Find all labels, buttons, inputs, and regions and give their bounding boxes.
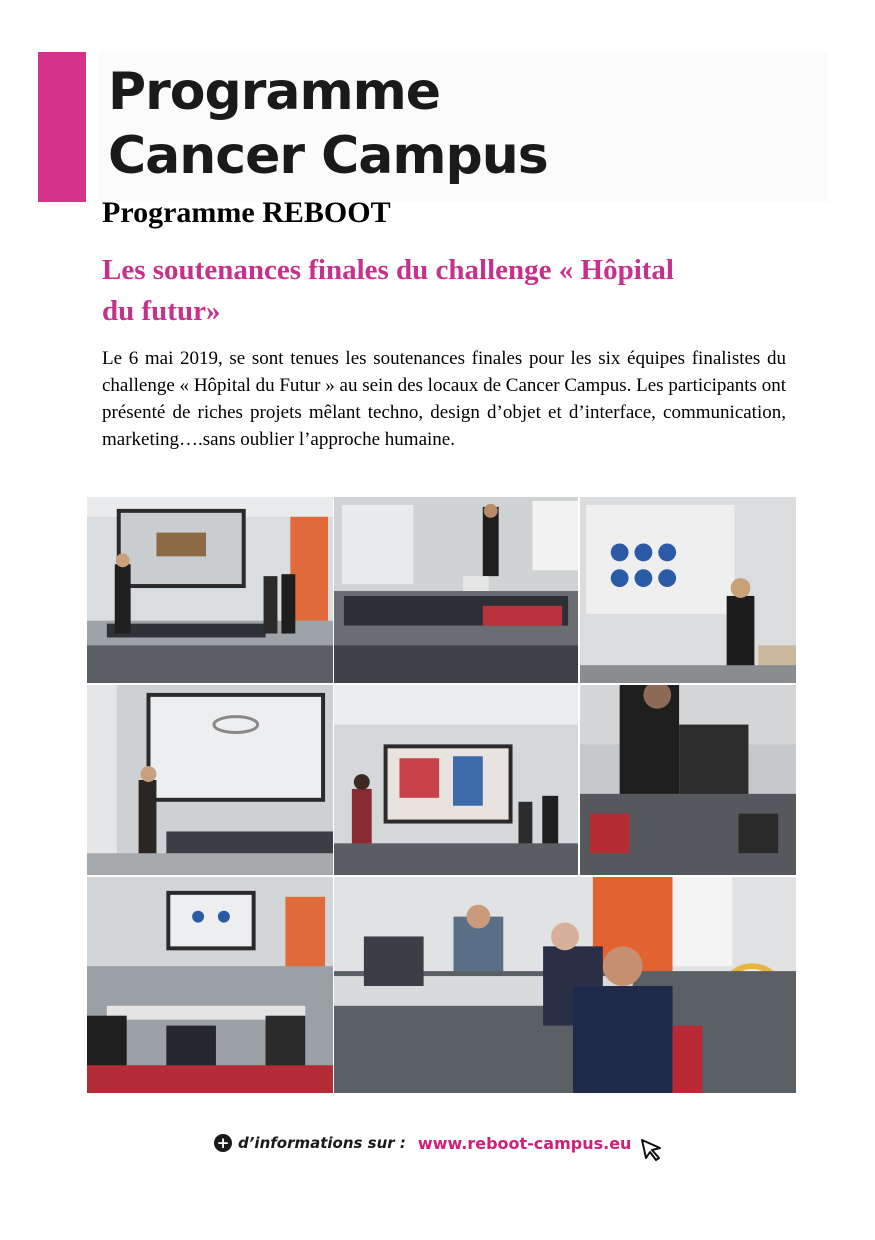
- photo-presentation-6: [579, 684, 797, 876]
- banner-title: [108, 60, 548, 188]
- website-link[interactable]: www.reboot-campus.eu: [417, 1133, 632, 1153]
- article-body: Le 6 mai 2019, se sont tenues les soutenances finales pour les six équipes finalistes du challenge « Hôpital du Futur » au sein des locaux de Cancer Campus. Les participants ont présenté de riches projets mêlant techno, design d’objet et d’interface, communication, marketing….sans oublier l’approche humaine.: [102, 348, 786, 450]
- banner-title-line1: Programme: [108, 62, 441, 122]
- headline-line1: Les soutenances finales du challenge « Hôpital: [102, 254, 674, 286]
- photo-presentation-4: [86, 684, 334, 876]
- footer-label: d’informations sur :: [238, 1134, 406, 1152]
- programme-subtitle: Programme REBOOT: [102, 196, 391, 229]
- footer-info: [214, 1128, 665, 1158]
- photo-presentation-3: [579, 496, 797, 684]
- banner-title-line2: Cancer Campus: [108, 126, 548, 186]
- photo-presentation-5: [333, 684, 579, 876]
- photo-audience-room: [86, 876, 334, 1094]
- accent-bar: [38, 52, 86, 202]
- plus-circle-icon: +: [214, 1134, 232, 1152]
- article-headline: [102, 250, 802, 332]
- photo-jury-table: [333, 876, 797, 1094]
- headline-line2: du futur»: [102, 295, 221, 327]
- photo-presentation-1: [86, 496, 334, 684]
- photo-presentation-2: [333, 496, 579, 684]
- cursor-arrow-icon: [639, 1137, 665, 1163]
